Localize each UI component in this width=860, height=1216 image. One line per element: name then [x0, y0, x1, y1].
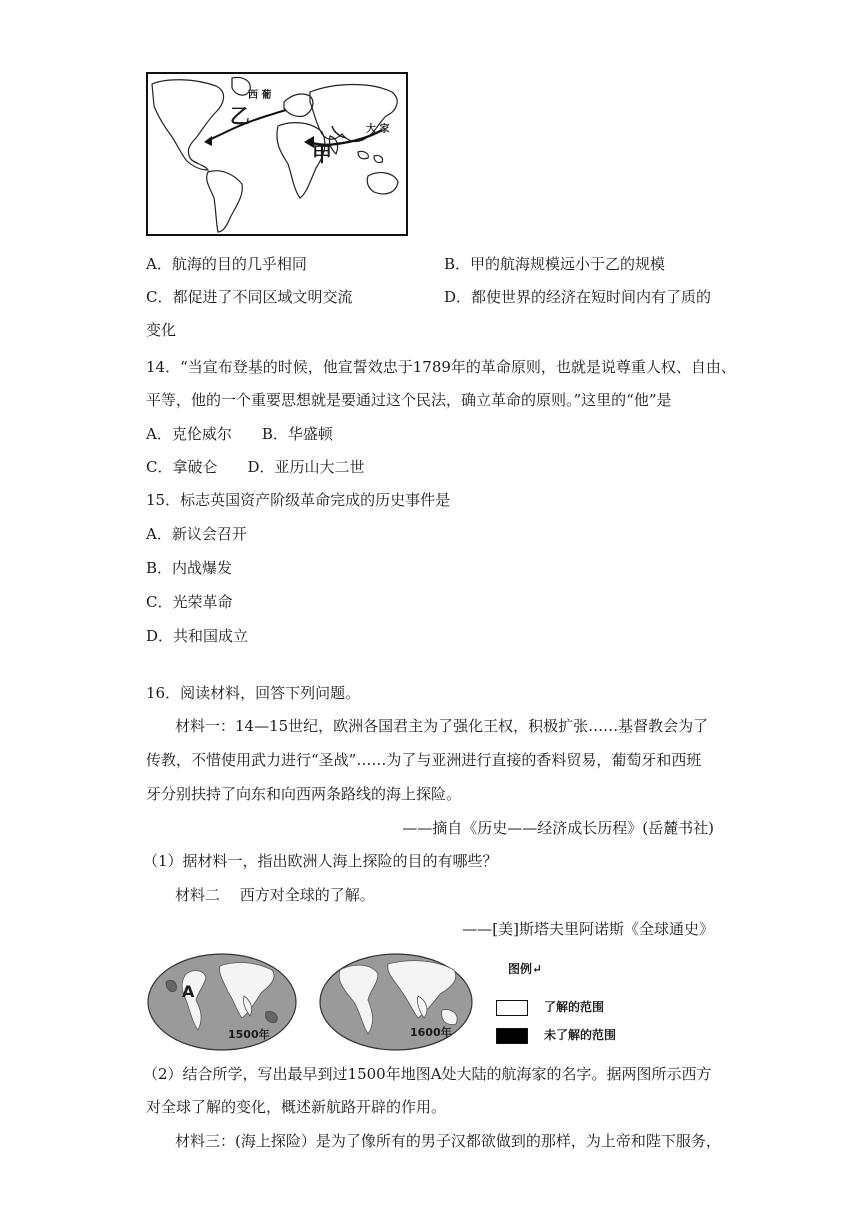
q16-subquestion-2-line2: 对全球了解的变化，概述新航路开辟的作用。	[146, 1098, 447, 1116]
legend-known-label: 了解的范围	[544, 1000, 605, 1014]
q15-stem: 15．标志英国资产阶级革命完成的历史事件是	[146, 491, 451, 509]
q15-option-c: C．光荣革命	[146, 593, 233, 611]
map-label-jia: 甲	[312, 142, 332, 166]
world-map-1500-svg	[146, 952, 298, 1052]
route-map	[146, 72, 408, 236]
q14-options-cd: C．拿破仑 D．亚历山大二世	[146, 458, 365, 476]
map-point-a-label: A	[182, 982, 195, 1001]
material1-line2: 传教，不惜使用武力进行“圣战”……为了与亚洲进行直接的香料贸易，葡萄牙和西班	[146, 751, 702, 769]
q13-option-d-continued: 变化	[146, 321, 177, 339]
q13-option-c: C．都促进了不同区域文明交流	[146, 288, 353, 306]
world-map-1500	[146, 952, 298, 1052]
q16-stem: 16．阅读材料，回答下列问题。	[146, 684, 361, 702]
q14-stem-line1: 14．“当宣布登基的时候，他宣誓效忠于1789年的革命原则，也就是说尊重人权、自由、	[146, 358, 736, 376]
legend-unknown-swatch	[496, 1028, 528, 1044]
q15-option-a: A．新议会召开	[146, 525, 247, 543]
map-1600-year-label: 1600年	[410, 1026, 452, 1039]
map-label-west: 西 葡	[248, 90, 272, 101]
q16-subquestion-1: （1）据材料一，指出欧洲人海上探险的目的有哪些？	[143, 852, 498, 870]
map-1500-year-label: 1500年	[228, 1028, 270, 1041]
material1-line3: 牙分别扶持了向东和向西两条路线的海上探险。	[146, 785, 462, 803]
q13-option-a: A．航海的目的几乎相同	[146, 255, 307, 273]
world-map-1600	[318, 952, 474, 1052]
legend-title: 图例↵	[508, 962, 543, 976]
q14-stem-line2: 平等，他的一个重要思想就是要通过这个民法，确立革命的原则。”这里的“他”是	[146, 391, 672, 409]
material1-source: ——摘自《历史——经济成长历程》(岳麓书社)	[402, 819, 714, 837]
legend-unknown-label: 未了解的范围	[544, 1028, 617, 1042]
material2-label: 材料二 西方对全球的了解。	[175, 886, 375, 904]
material1-line1: 材料一：14—15世纪，欧洲各国君主为了强化王权，积极扩张……基督教会为了	[175, 717, 709, 735]
q15-option-b: B．内战爆发	[146, 559, 233, 577]
map-legend	[494, 958, 634, 1054]
q15-option-d: D．共和国成立	[146, 627, 249, 645]
route-map-figure	[146, 72, 408, 236]
legend-known-swatch	[496, 1000, 528, 1016]
map-label-yi: 乙	[230, 104, 250, 128]
material3-line1: 材料三：(海上探险）是为了像所有的男子汉都欲做到的那样，为上帝和陛下服务，	[175, 1132, 721, 1150]
q13-option-b: B．甲的航海规模远小于乙的规模	[444, 255, 666, 273]
map-label-east: 大 家	[366, 124, 390, 135]
q13-option-d: D．都使世界的经济在短时间内有了质的	[444, 288, 712, 306]
q14-options-ab: A．克伦威尔 B．华盛顿	[146, 425, 333, 443]
q16-subquestion-2-line1: （2）结合所学，写出最早到过1500年地图A处大陆的航海家的名字。据两图所示西方	[143, 1065, 712, 1083]
material2-source: ——[美]斯塔夫里阿诺斯《全球通史》	[462, 920, 714, 938]
